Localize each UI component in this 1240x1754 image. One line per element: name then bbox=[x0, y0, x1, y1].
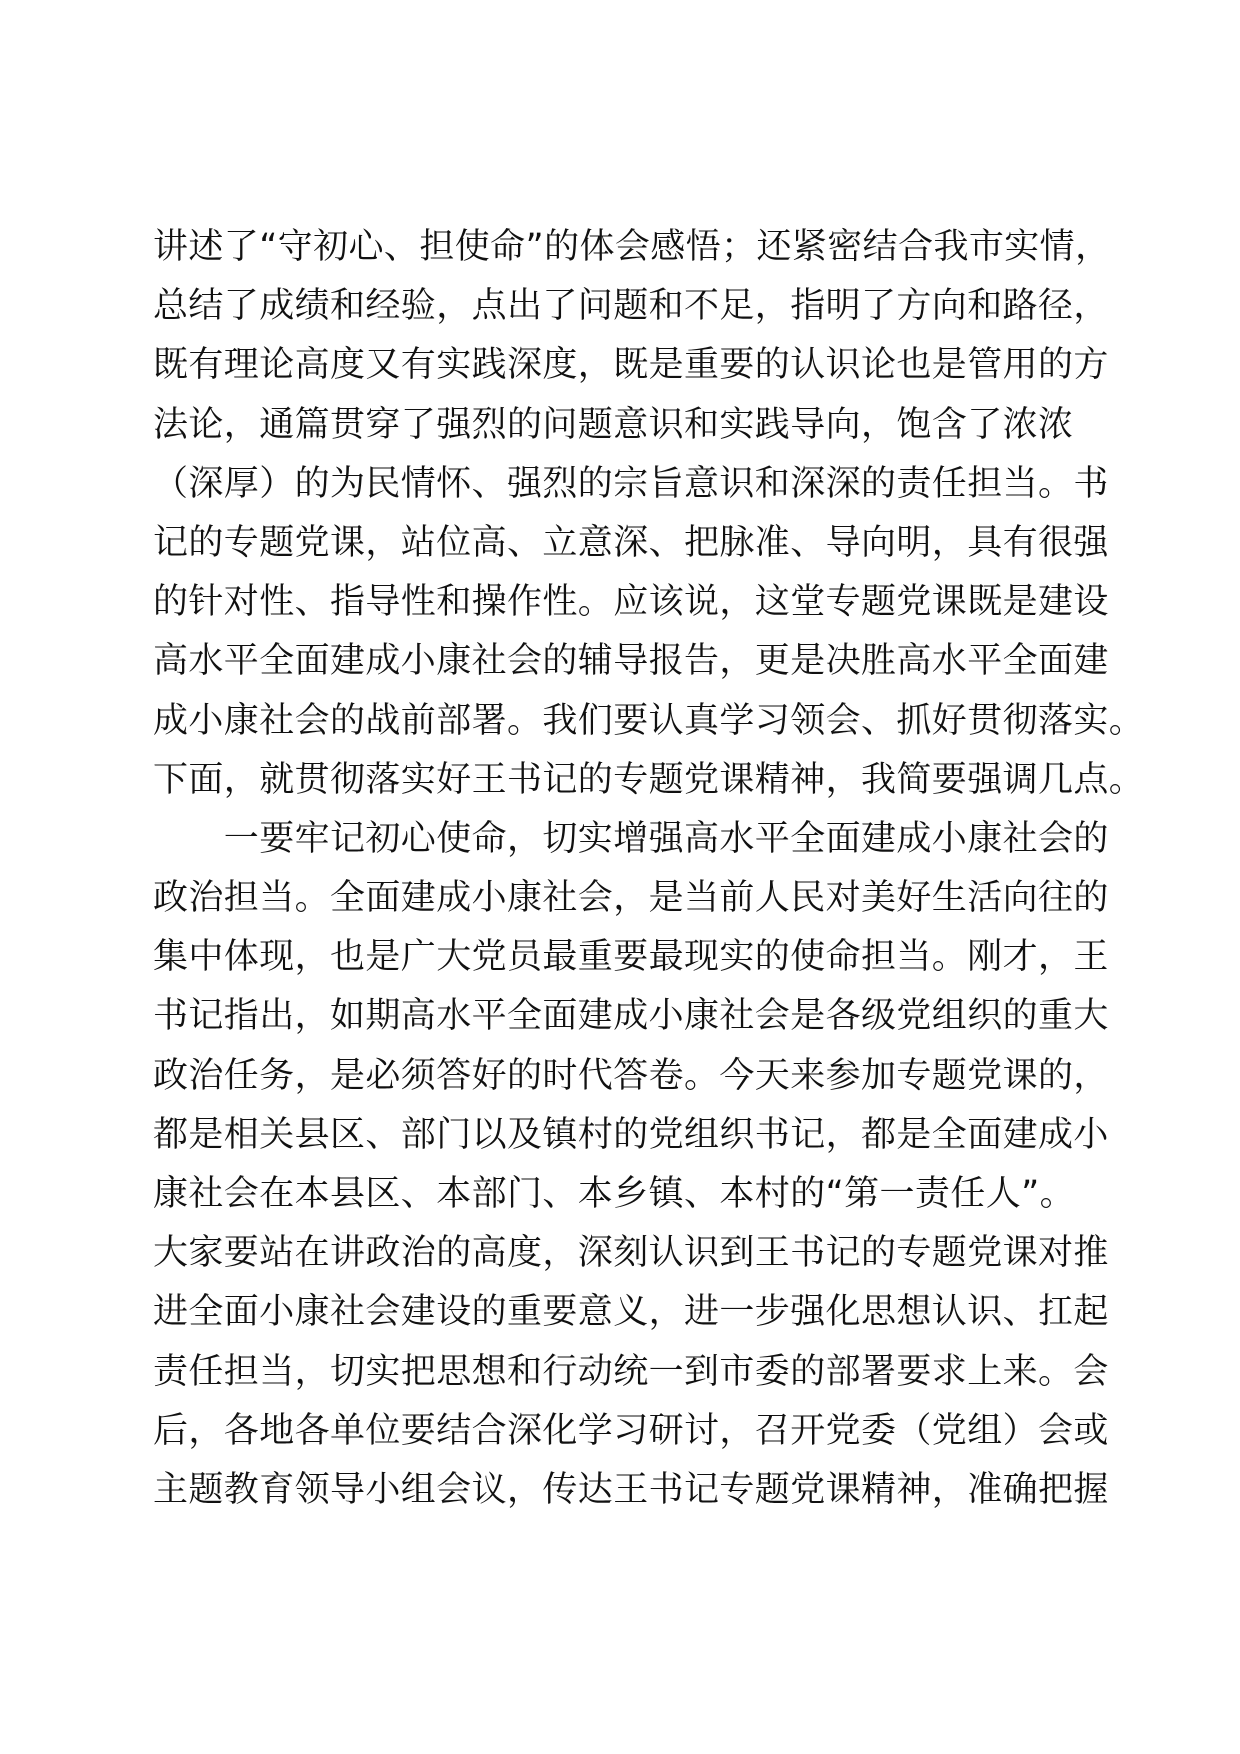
text-line: 进全面小康社会建设的重要意义，进一步强化思想认识、扛起 bbox=[153, 1292, 1109, 1333]
text-line: 政治担当。全面建成小康社会，是当前人民对美好生活向往的 bbox=[153, 878, 1109, 919]
text-line: 一要牢记初心使命，切实增强高水平全面建成小康社会的 bbox=[153, 818, 1109, 859]
text-line: 后，各地各单位要结合深化学习研讨，召开党委（党组）会或 bbox=[153, 1410, 1109, 1451]
text-line: 成小康社会的战前部署。我们要认真学习领会、抓好贯彻落实。 bbox=[153, 700, 1145, 741]
text-line: 记的专题党课，站位高、立意深、把脉准、导向明，具有很强 bbox=[153, 522, 1109, 563]
text-line: （深厚）的为民情怀、强烈的宗旨意识和深深的责任担当。书 bbox=[153, 463, 1109, 504]
text-line: 康社会在本县区、本部门、本乡镇、本村的“第一责任人”。 bbox=[153, 1174, 1076, 1214]
text-line: 政治任务，是必须答好的时代答卷。今天来参加专题党课的， bbox=[153, 1055, 1109, 1096]
text-line: 都是相关县区、部门以及镇村的党组织书记，都是全面建成小 bbox=[153, 1114, 1109, 1155]
text-line: 的针对性、指导性和操作性。应该说，这堂专题党课既是建设 bbox=[153, 582, 1109, 623]
text-line: 既有理论高度又有实践深度，既是重要的认识论也是管用的方 bbox=[153, 345, 1109, 386]
text-line: 书记指出，如期高水平全面建成小康社会是各级党组织的重大 bbox=[153, 996, 1109, 1037]
text-line: 主题教育领导小组会议，传达王书记专题党课精神，准确把握 bbox=[153, 1469, 1109, 1510]
text-line: 下面，就贯彻落实好王书记的专题党课精神，我简要强调几点。 bbox=[153, 759, 1145, 800]
text-line: 总结了成绩和经验，点出了问题和不足，指明了方向和路径， bbox=[153, 286, 1109, 327]
text-line: 讲述了“守初心、担使命”的体会感悟；还紧密结合我市实情， bbox=[153, 227, 1111, 267]
body-text bbox=[153, 218, 1145, 1520]
text-line: 高水平全面建成小康社会的辅导报告，更是决胜高水平全面建 bbox=[153, 641, 1109, 682]
text-line: 大家要站在讲政治的高度，深刻认识到王书记的专题党课对推 bbox=[153, 1233, 1109, 1274]
text-line: 集中体现，也是广大党员最重要最现实的使命担当。刚才，王 bbox=[153, 937, 1109, 978]
text-line: 责任担当，切实把思想和行动统一到市委的部署要求上来。会 bbox=[153, 1351, 1109, 1392]
text-line: 法论，通篇贯穿了强烈的问题意识和实践导向，饱含了浓浓 bbox=[153, 404, 1074, 445]
